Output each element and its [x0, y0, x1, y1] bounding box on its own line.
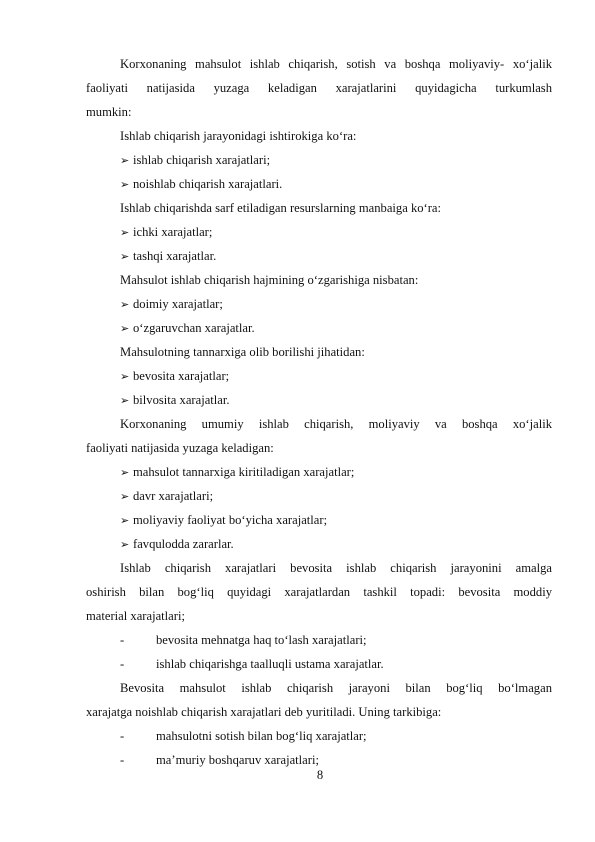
list-item-text: ishlab chiqarish xarajatlari;	[133, 153, 271, 167]
paragraph-line: mumkin:	[86, 105, 132, 119]
section-heading: Mahsulot ishlab chiqarish hajmining o‘zgarishiga nisbatan:	[120, 273, 419, 287]
dash-marker: -	[120, 729, 125, 743]
list-item	[120, 320, 255, 337]
dash-list-item-text: ma’muriy boshqaruv xarajatlari;	[156, 753, 319, 767]
list-item-text: mahsulot tannarxiga kiritiladigan xarajatlar;	[133, 465, 355, 479]
list-item-text: davr xarajatlari;	[133, 489, 214, 503]
paragraph-line: xarajatga noishlab chiqarish xarajatlari deb yuritiladi. Uning tarkibiga:	[86, 705, 442, 719]
page-number: 8	[316, 768, 324, 782]
paragraph-line: Ishlab chiqarish xarajatlari bevosita ishlab chiqarish jarayonini amalga	[120, 561, 552, 575]
list-item-text: favqulodda zararlar.	[133, 537, 234, 551]
list-item	[120, 488, 213, 505]
paragraph-line: faoliyati natijasida yuzaga keladigan xarajatlarini quyidagicha turkumlash	[86, 81, 552, 95]
dash-list-item-text: mahsulotni sotish bilan bog‘liq xarajatlar;	[156, 729, 367, 743]
paragraph-line: faoliyati natijasida yuzaga keladigan:	[86, 441, 274, 455]
arrow-bullet-icon: ➢	[120, 395, 130, 407]
list-item	[120, 296, 223, 313]
list-item	[120, 248, 216, 265]
arrow-bullet-icon: ➢	[120, 515, 130, 527]
list-item-text: tashqi xarajatlar.	[133, 249, 217, 263]
arrow-bullet-icon: ➢	[120, 491, 130, 503]
list-item	[120, 464, 354, 481]
arrow-bullet-icon: ➢	[120, 323, 130, 335]
list-item	[120, 152, 270, 169]
paragraph-line: Bevosita mahsulot ishlab chiqarish jarayoni bilan bog‘liq bo‘lmagan	[120, 681, 552, 695]
list-item	[120, 368, 229, 385]
section-heading: Ishlab chiqarishda sarf etiladigan resurslarning manbaiga ko‘ra:	[120, 201, 442, 215]
list-item-text: o‘zgaruvchan xarajatlar.	[133, 321, 255, 335]
arrow-bullet-icon: ➢	[120, 179, 130, 191]
arrow-bullet-icon: ➢	[120, 467, 130, 479]
list-item	[120, 512, 327, 529]
section-heading: Ishlab chiqarish jarayonidagi ishtirokiga ko‘ra:	[120, 129, 357, 143]
list-item-text: ichki xarajatlar;	[133, 225, 213, 239]
list-item-text: doimiy xarajatlar;	[133, 297, 223, 311]
paragraph-line: material xarajatlari;	[86, 609, 185, 623]
list-item	[120, 392, 230, 409]
arrow-bullet-icon: ➢	[120, 227, 130, 239]
paragraph-line: Korxonaning mahsulot ishlab chiqarish, sotish va boshqa moliyaviy- xo‘jalik	[120, 57, 552, 71]
arrow-bullet-icon: ➢	[120, 371, 130, 383]
list-item	[120, 536, 234, 553]
arrow-bullet-icon: ➢	[120, 251, 130, 263]
paragraph-line: Korxonaning umumiy ishlab chiqarish, moliyaviy va boshqa xo‘jalik	[120, 417, 552, 431]
dash-marker: -	[120, 633, 125, 647]
list-item-text: moliyaviy faoliyat bo‘yicha xarajatlar;	[133, 513, 328, 527]
arrow-bullet-icon: ➢	[120, 299, 130, 311]
list-item-text: bevosita xarajatlar;	[133, 369, 230, 383]
list-item	[120, 224, 212, 241]
dash-list-item-text: bevosita mehnatga haq to‘lash xarajatlari;	[156, 633, 367, 647]
arrow-bullet-icon: ➢	[120, 155, 130, 167]
list-item-text: noishlab chiqarish xarajatlari.	[133, 177, 283, 191]
dash-list-item-text: ishlab chiqarishga taalluqli ustama xarajatlar.	[156, 657, 384, 671]
list-item	[120, 176, 282, 193]
arrow-bullet-icon: ➢	[120, 539, 130, 551]
section-heading: Mahsulotning tannarxiga olib borilishi jihatidan:	[120, 345, 365, 359]
paragraph-line: oshirish bilan bog‘liq quyidagi xarajatlardan tashkil topadi: bevosita moddiy	[86, 585, 552, 599]
dash-marker: -	[120, 657, 125, 671]
list-item-text: bilvosita xarajatlar.	[133, 393, 230, 407]
dash-marker: -	[120, 753, 125, 767]
